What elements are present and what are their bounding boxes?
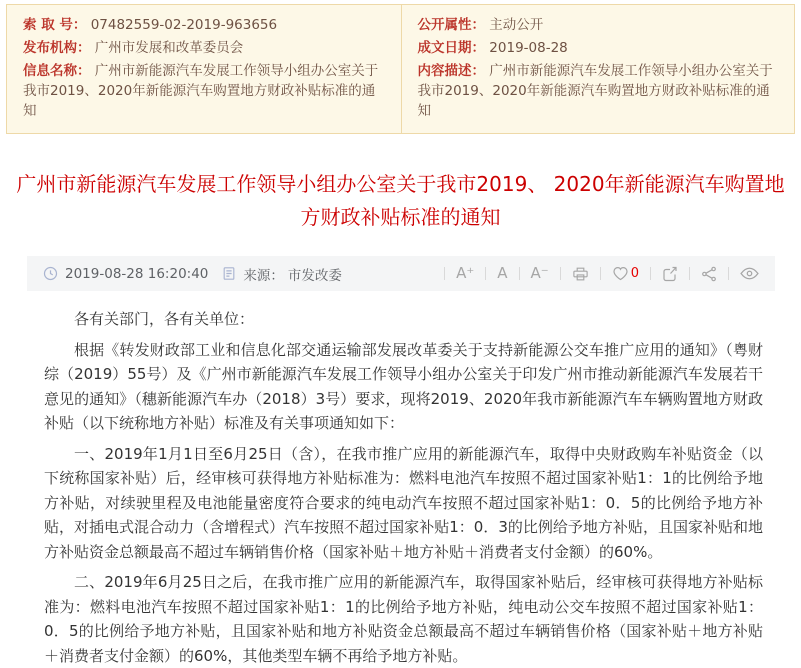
document-name-label: 信息名称： [23, 63, 91, 79]
index-number-label: 索 取 号： [23, 17, 87, 33]
info-row-publisher [23, 38, 387, 58]
toolbar-divider [728, 267, 729, 280]
info-row-issue-date [418, 38, 781, 58]
printer-icon [572, 266, 589, 282]
toolbar-divider [600, 267, 601, 280]
toolbar-divider [444, 267, 445, 280]
paragraph-item-1: 一、2019年1月1日至6月25日（含），在我市推广应用的新能源汽车，取得中央财政购车补贴资金（以下统称国家补贴）后，经审核可获得地方补贴标准为：燃料电池汽车按照不超过国家补贴1：1的比例给予地方补贴，对续驶里程及电池能量密度符合要求的纯电动汽车按照不超过国家补贴1：0．5的比例给予地方补贴，对插电式混合动力（含增程式）汽车按照不超过国家补贴1：0．3的比例给予地方补贴，且国家补贴和地方补贴资金总额最高不超过车辆销售价格（国家补贴＋地方补贴＋消费者支付金额）的60%。 [44, 444, 763, 561]
toolbar-divider [519, 267, 520, 280]
paragraph-item-2: 二、2019年6月25日之后，在我市推广应用的新能源汽车，取得国家补贴后，经审核可获得地方补贴标准为：燃料电池汽车按照不超过国家补贴1：1的比例给予地方补贴，纯电动公交车按照不超过国家补贴1：0．5的比例给予地方补贴，且国家补贴和地方补贴资金总额最高不超过车辆销售价格（国家补贴＋地方补贴＋消费者支付金额）的60%，其他类型车辆不再给予地方补贴。 [44, 573, 763, 665]
views-button[interactable] [738, 266, 761, 281]
paragraph-salutation: 各有关部门，各有关单位： [74, 310, 255, 328]
toolbar-divider [560, 267, 561, 280]
share-button[interactable] [699, 266, 719, 282]
issue-date-value: 2019-08-28 [489, 40, 568, 56]
info-row-document-name [23, 61, 387, 121]
document-name-value: 广州市新能源汽车发展工作领导小组办公室关于我市2019、2020年新能源汽车购置地方财政补贴标准的通知 [23, 63, 379, 119]
paragraph-basis: 根据《转发财政部工业和信息化部交通运输部发展改革委关于支持新能源公交车推广应用的通知》（粤财综（2019）55号）及《广州市新能源汽车发展工作领导小组办公室关于印发广州市推动新能源汽车发展若干意见的通知》（穗新能源汽车办（2018）3号）要求，现将2019、2020年我市新能源汽车车辆购置地方财政补贴（以下统称地方补贴）标准及有关事项通知如下： [44, 340, 763, 432]
info-row-index-number [23, 15, 387, 35]
document-icon [222, 266, 236, 281]
index-number-value: 07482559-02-2019-963656 [90, 17, 278, 33]
export-icon [662, 266, 678, 282]
publicity-value: 主动公开 [489, 17, 544, 33]
font-increase-button[interactable]: A⁺ [456, 264, 475, 282]
page-title: 广州市新能源汽车发展工作领导小组办公室关于我市2019、 2020年新能源汽车购置地方财政补贴标准的通知 [16, 172, 785, 229]
info-row-publicity [418, 15, 781, 35]
toolbar-divider [650, 267, 651, 280]
article-body [44, 307, 763, 668]
article-meta-group [41, 264, 346, 284]
clock-icon [43, 266, 58, 281]
like-count: 0 [630, 266, 639, 281]
issue-date-label: 成文日期： [417, 40, 485, 56]
heart-icon [612, 266, 629, 281]
info-column-right [401, 5, 795, 133]
description-value: 广州市新能源汽车发展工作领导小组办公室关于我市2019、2020年新能源汽车购置地方财政补贴标准的通知 [417, 63, 773, 119]
font-reset-button[interactable]: A [497, 264, 508, 282]
eye-icon [740, 266, 759, 281]
info-column-left [7, 5, 401, 133]
font-decrease-button[interactable]: A⁻ [530, 264, 549, 282]
toolbar-actions [435, 266, 761, 282]
description-label: 内容描述： [417, 63, 485, 79]
source-label: 来源： [243, 267, 284, 284]
publisher-label: 发布机构： [23, 40, 91, 56]
source-value: 市发改委 [287, 267, 342, 284]
publisher-value: 广州市发展和改革委员会 [94, 40, 244, 56]
export-button[interactable] [660, 266, 680, 282]
info-row-description [418, 61, 781, 121]
toolbar-divider [689, 267, 690, 280]
like-button[interactable] [610, 266, 641, 281]
publicity-label: 公开属性： [417, 17, 485, 33]
document-info-panel [6, 4, 795, 134]
publish-datetime: 2019-08-28 16:20:40 [65, 265, 209, 282]
article-toolbar [27, 256, 775, 291]
share-icon [701, 266, 717, 282]
print-button[interactable] [570, 266, 591, 282]
toolbar-divider [485, 267, 486, 280]
